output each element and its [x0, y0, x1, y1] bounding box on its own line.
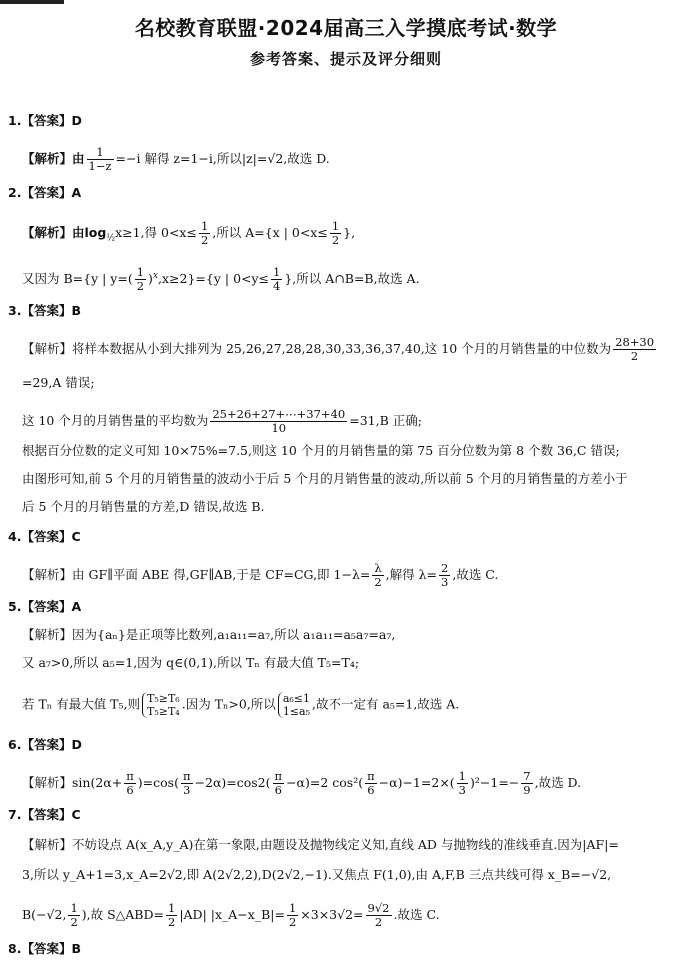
q6-answer: 6.【答案】D	[8, 737, 82, 752]
q7-explanation-line2: 3,所以 y_A+1=3,x_A=2√2,即 A(2√2,2),D(2√2,−1).又焦点 F(1,0),由 A,F,B 三点共线可得 x_B=−√2,	[22, 867, 612, 882]
q7-explanation-line1: 【解析】不妨设点 A(x_A,y_A)在第一象限,由题设及抛物线定义知,直线 AD 与抛物线的准线垂直.因为|AF|=	[22, 837, 619, 852]
q7-explanation-line3: B(−√2, $\frac{1}{2}$ ),故 S△ABD= $\frac{1}{2}$ |AD| |x_A−x_B|= $\frac{1}{2}$ ×3×3√2= $\frac{9√2}{2}$ .故选 C.	[22, 901, 440, 929]
q4-answer: 4.【答案】C	[8, 529, 81, 544]
q5-answer: 5.【答案】A	[8, 599, 82, 614]
q1-answer: 1.【答案】D	[8, 113, 82, 128]
q2-explanation-line2: 又因为 B={y | y=( $\frac{1}{2}$ )$^x$,x≥2}={y | 0<y≤ $\frac{1}{4}$ },所以 A∩B=B,故选 A.	[22, 265, 420, 293]
q3-explanation-line3: 这 10 个月的月销售量的平均数为 $\frac{25+26+27+\cdots+37+40}{10}$ =31,B 正确;	[22, 407, 422, 435]
q1-explanation: 【解析】由 $\frac{1}{1-z}$ =−i 解得 z=1−i,所以|z|=√2,故选 D.	[22, 145, 330, 173]
q2-explanation-line1: 【解析】由$\log_{\frac{1}{2}}x\ge 1$,得 0<x≤ $\frac{1}{2}$ ,所以 A={x | 0<x≤ $\frac{1}{2}$ },	[22, 219, 356, 247]
q3-explanation-line2: =29,A 错误;	[22, 375, 95, 390]
q6-explanation: 【解析】sin(2α+ $\frac{\pi}{6}$ )=cos( $\frac{\pi}{3}$ −2α)=cos2( $\frac{\pi}{6}$ −α)=2 cos²( $\frac{\pi}{6}$ −α)−1=2×( $\frac{1}{3}$ )²−1=− $\frac{7}{9}$ ,故选 D.	[22, 769, 582, 797]
q3-answer: 3.【答案】B	[8, 303, 81, 318]
top-decoration-bar	[0, 0, 64, 4]
page-title: 名校教育联盟·2024届高三入学摸底考试·数学	[134, 16, 558, 40]
q4-explanation: 【解析】由 GF∥平面 ABE 得,GF∥AB,于是 CF=CG,即 1−λ= $\frac{\lambda}{2}$ ,解得 λ= $\frac{2}{3}$ ,故选 C.	[22, 561, 499, 589]
q5-explanation-line2: 又 a₇>0,所以 a₅=1,因为 q∈(0,1),所以 Tₙ 有最大值 T₅=T₄;	[22, 655, 360, 670]
q3-explanation-line1: 【解析】将样本数据从小到大排列为 25,26,27,28,28,30,33,36,37,40,这 10 个月的月销售量的中位数为 $\frac{28+30}{2}$	[22, 335, 655, 363]
page-subtitle: 参考答案、提示及评分细则	[249, 50, 442, 68]
q2-answer: 2.【答案】A	[8, 185, 82, 200]
q3-explanation-line4: 根据百分位数的定义可知 10×75%=7.5,则这 10 个月的月销售量的第 75 百分位数为第 8 个数 36,C 错误;	[22, 443, 620, 458]
q7-answer: 7.【答案】C	[8, 807, 81, 822]
q5-explanation-line3: 若 Tₙ 有最大值 T₅,则 T₅≥T₆ T₅≥T₄ .因为 Tₙ>0,所以 a₆≤1 1≤a₅ ,故不一定有 a₅=1,故选 A.	[22, 692, 460, 718]
q5-explanation-line1: 【解析】因为{aₙ}是正项等比数列,a₁a₁₁=a₇,所以 a₁a₁₁=a₅a₇=a₇,	[22, 627, 396, 642]
q3-explanation-line5: 由图形可知,前 5 个月的月销售量的波动小于后 5 个月的月销售量的波动,所以前 5 个月的月销售量的方差小于	[22, 471, 628, 486]
q3-explanation-line6: 后 5 个月的月销售量的方差,D 错误,故选 B.	[22, 499, 265, 514]
q8-answer: 8.【答案】B	[8, 941, 81, 956]
